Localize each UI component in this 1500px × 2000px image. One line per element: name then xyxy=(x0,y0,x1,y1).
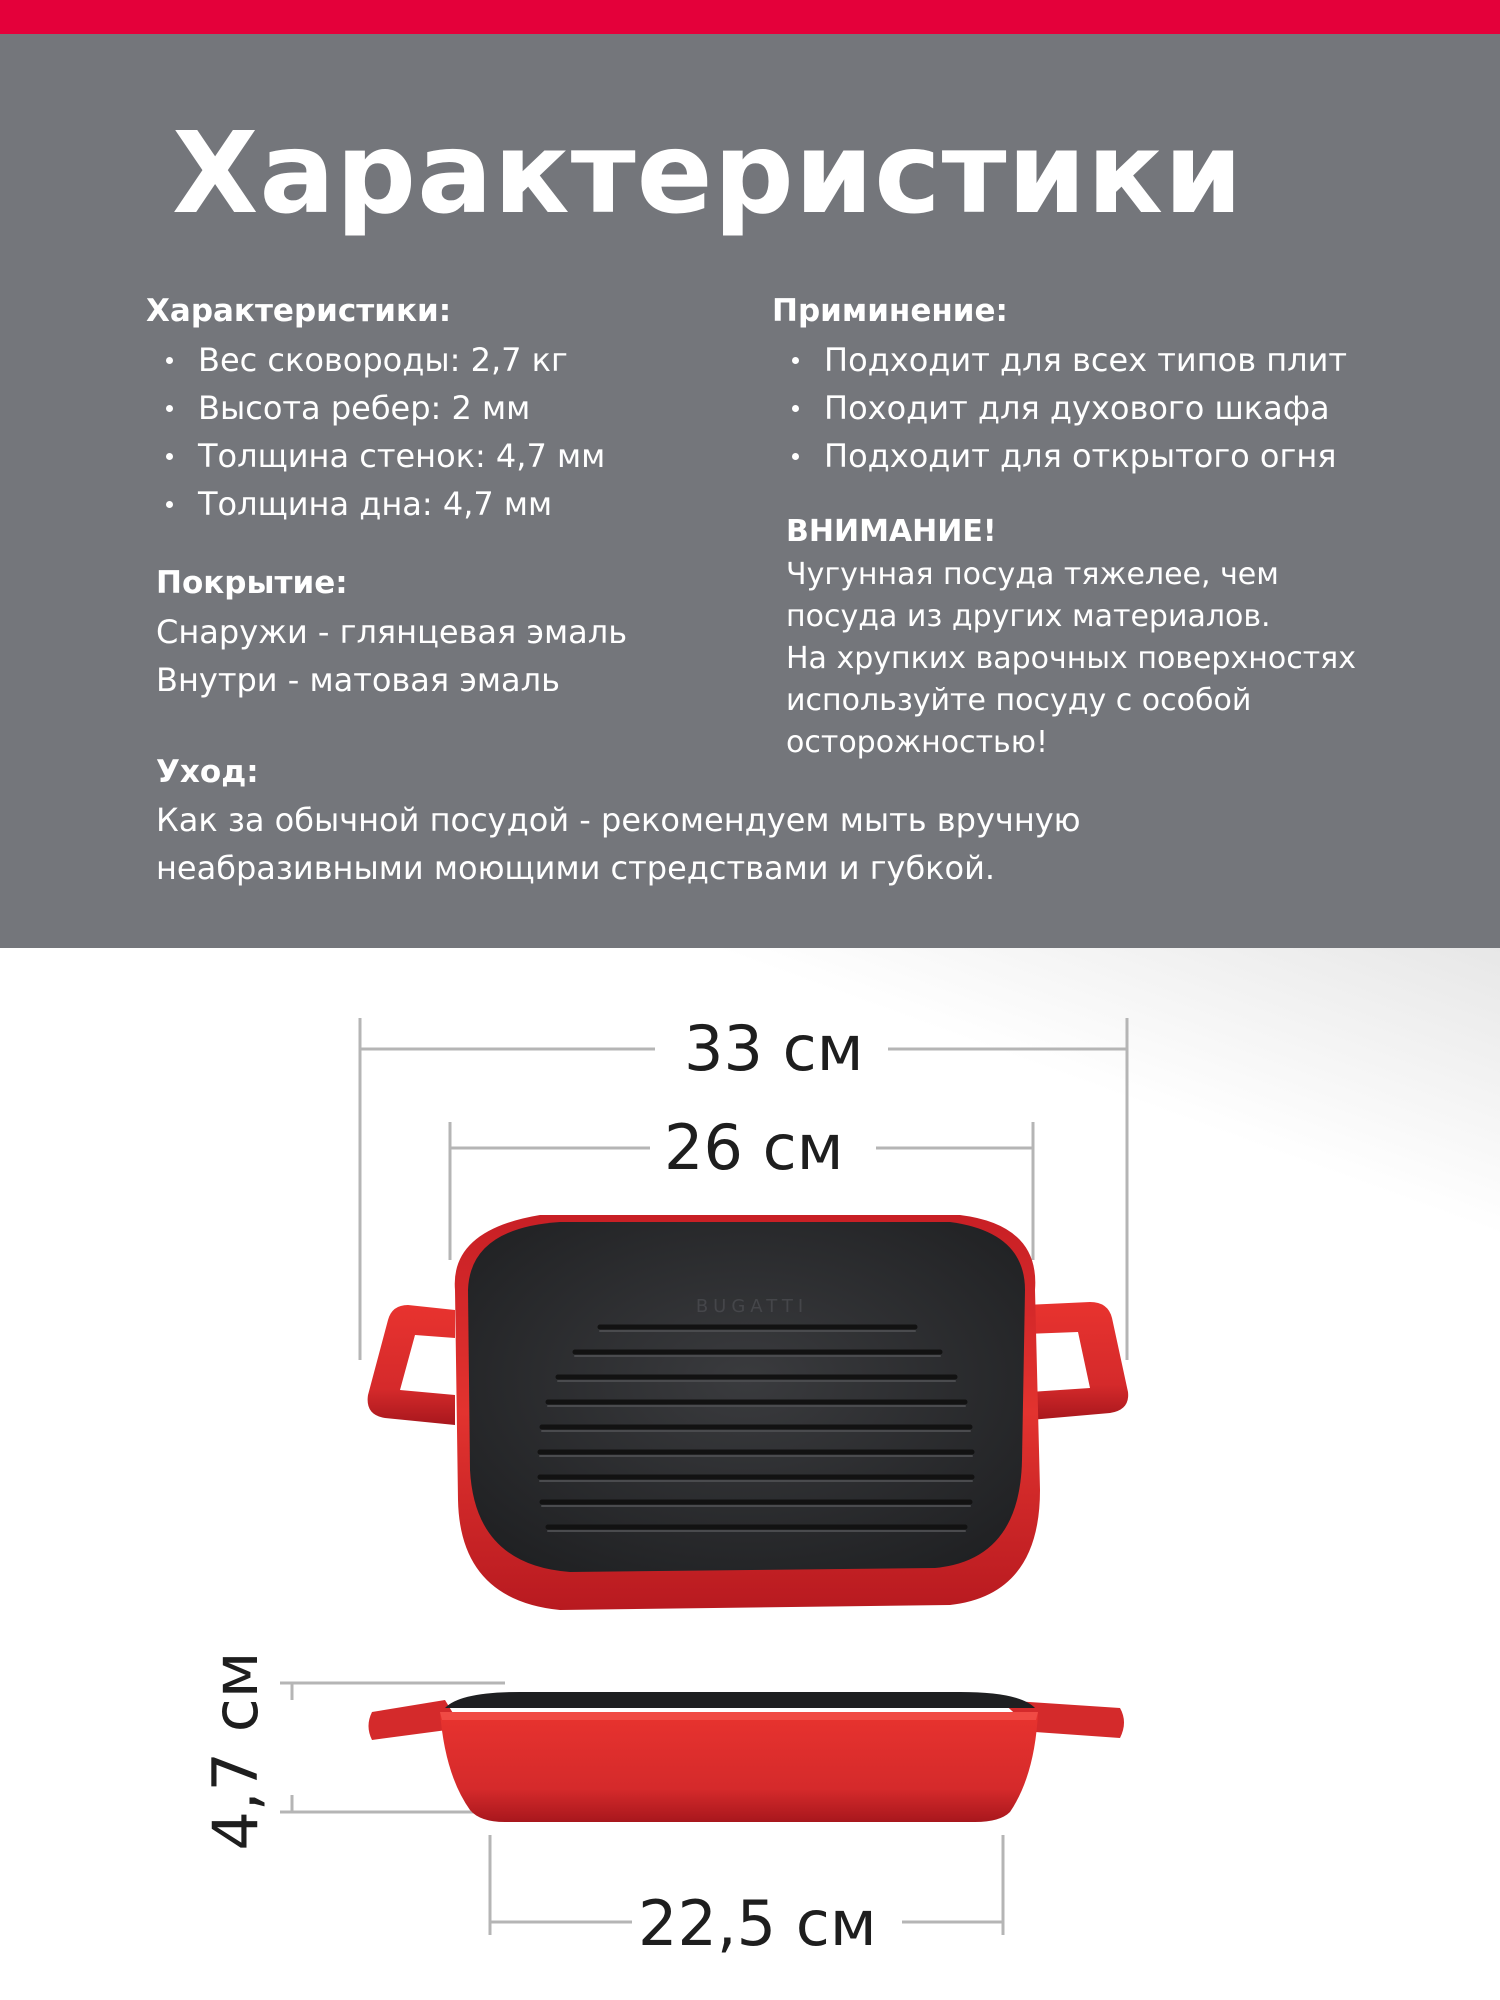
list-item: Походит для духового шкафа xyxy=(772,384,1347,432)
list-item: Подходит для всех типов плит xyxy=(772,336,1347,384)
page-title: Характеристики xyxy=(172,109,1244,239)
warning-line-5: осторожностью! xyxy=(786,725,1049,760)
pan-top-view xyxy=(368,1215,1129,1610)
list-item: Высота ребер: 2 мм xyxy=(146,384,605,432)
brand-embossing: BUGATTI xyxy=(695,1296,809,1317)
warning-line-3: На хрупких варочных поверхностях xyxy=(786,641,1356,676)
overall-width-label: 33 см xyxy=(684,1012,864,1085)
list-item: Подходит для открытого огня xyxy=(772,432,1347,480)
list-item: Толщина стенок: 4,7 мм xyxy=(146,432,605,480)
care-line-1: Как за обычной посудой - рекомендуем мыть вручную xyxy=(156,801,1081,839)
warning-line-1: Чугунная посуда тяжелее, чем xyxy=(786,557,1279,592)
coating-inside: Внутри - матовая эмаль xyxy=(156,661,560,699)
inner-width-label: 26 см xyxy=(664,1111,844,1184)
warning-line-4: используйте посуду с особой xyxy=(786,683,1252,718)
base-width-label: 22,5 см xyxy=(638,1887,877,1960)
list-item: Вес сковороды: 2,7 кг xyxy=(146,336,605,384)
warning-line-2: посуда из других материалов. xyxy=(786,599,1271,634)
warning-heading: ВНИМАНИЕ! xyxy=(786,514,997,549)
pan-side-view xyxy=(369,1692,1125,1822)
care-heading: Уход: xyxy=(156,754,259,790)
height-label: 4,7 см xyxy=(199,1651,272,1851)
specs-heading: Характеристики: xyxy=(146,293,452,329)
coating-outside: Снаружи - глянцевая эмаль xyxy=(156,613,628,651)
list-item: Толщина дна: 4,7 мм xyxy=(146,480,605,528)
coating-heading: Покрытие: xyxy=(156,565,348,601)
usage-heading: Приминение: xyxy=(772,293,1008,329)
care-line-2: неабразивными моющими стредствами и губкой. xyxy=(156,849,996,887)
